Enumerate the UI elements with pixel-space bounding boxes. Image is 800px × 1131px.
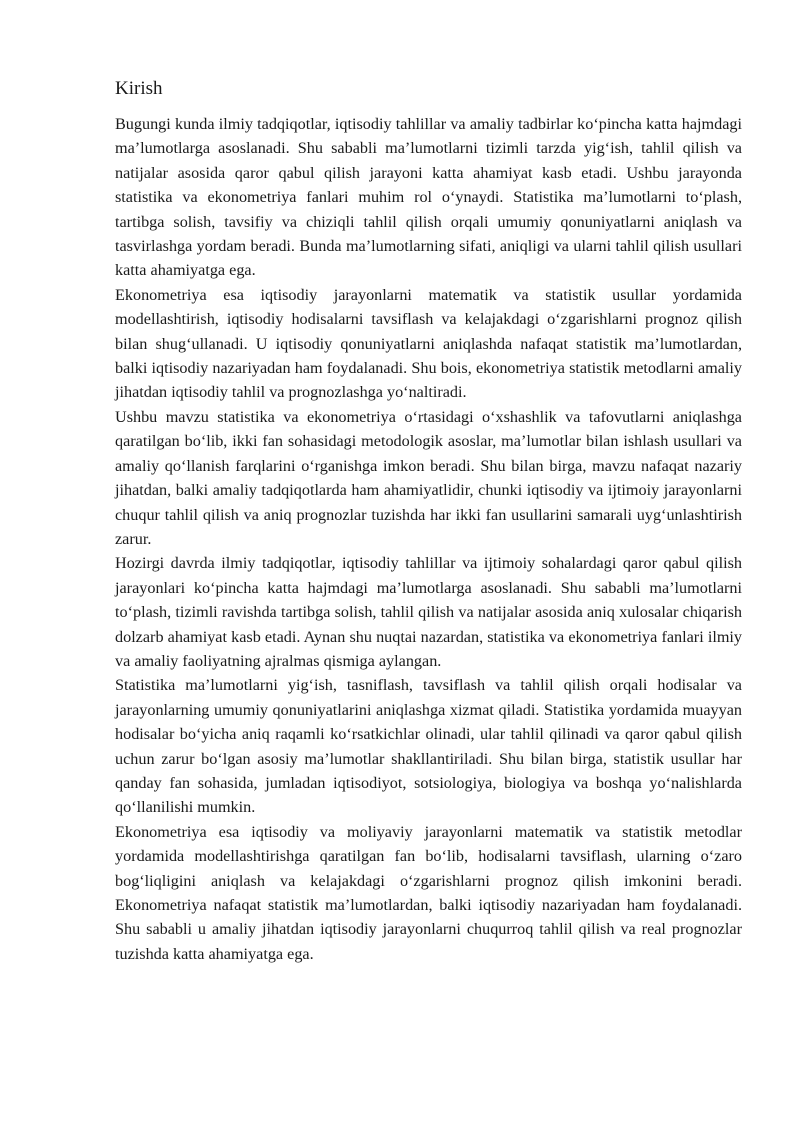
section-heading: Kirish (115, 78, 163, 99)
paragraph-6: Ekonometriya esa iqtisodiy va moliyaviy jarayonlarni matematik va statistik metodlar yordamida modellashtirishga qaratilgan fan bo‘lib, hodisalarni tavsiflash, ularning o‘zaro bog‘liqligini aniqlash va kelajakdagi o‘zgarishlarni prognoz qilish imkonini beradi. Ekonometriya nafaqat statistik ma’lumotlardan, balki iqtisodiy nazariyadan ham foydalanadi. Shu sababli u amaliy jihatdan iqtisodiy jarayonlarni chuqurroq tahlil qilish va real prognozlar tuzishda katta ahamiyatga ega. (115, 822, 742, 963)
paragraph-4: Hozirgi davrda ilmiy tadqiqotlar, iqtisodiy tahlillar va ijtimoiy sohalardagi qaror qabul qilish jarayonlari ko‘pincha katta hajmdagi ma’lumotlarga asoslanadi. Shu sababli ma’lumotlarni to‘plash, tizimli ravishda tartibga solish, tahlil qilish va natijalar asosida aniq xulosalar chiqarish dolzarb ahamiyat kasb etadi. Aynan shu nuqtai nazardan, statistika va ekonometriya fanlari ilmiy va amaliy faoliyatning ajralmas qismiga aylangan. (115, 554, 742, 670)
paragraph-1: Bugungi kunda ilmiy tadqiqotlar, iqtisodiy tahlillar va amaliy tadbirlar ko‘pincha katta hajmdagi ma’lumotlarga asoslanadi. Shu sababli ma’lumotlarni tizimli tarzda yig‘ish, tahlil qilish va natijalar asosida qaror qabul qilish jarayoni katta ahamiyat kasb etadi. Ushbu jarayonda statistika va ekonometriya fanlari muhim rol o‘ynaydi. Statistika ma’lumotlarni to‘plash, tartibga solish, tavsifiy va chiziqli tahlil qilish orqali umumiy qonuniyatlarni aniqlash va tasvirlashga yordam beradi. Bunda ma’lumotlarning sifati, aniqligi va ularni tahlil qilish usullari katta ahamiyatga ega. (115, 115, 742, 280)
document-body (115, 76, 742, 966)
paragraph-2: Ekonometriya esa iqtisodiy jarayonlarni matematik va statistik usullar yordamida modellashtirish, iqtisodiy hodisalarni tavsiflash va kelajakdagi o‘zgarishlarni prognoz qilish bilan shug‘ullanadi. U iqtisodiy qonuniyatlarni aniqlashda nafaqat statistik ma’lumotlardan, balki iqtisodiy nazariyadan ham foydalanadi. Shu bois, ekonometriya statistik metodlarni amaliy jihatdan iqtisodiy tahlil va prognozlashga yo‘naltiradi. (115, 285, 742, 402)
paragraph-3: Ushbu mavzu statistika va ekonometriya o‘rtasidagi o‘xshashlik va tafovutlarni aniqlashga qaratilgan bo‘lib, ikki fan sohasidagi metodologik asoslar, ma’lumotlar bilan ishlash usullari va amaliy qo‘llanish farqlarini o‘rganishga imkon beradi. Shu bilan birga, mavzu nafaqat nazariy jihatdan, balki amaliy tadqiqotlarda ham ahamiyatlidir, chunki iqtisodiy va ijtimoiy jarayonlarni chuqur tahlil qilish va aniq prognozlar tuzishda har ikki fan usullarini samarali uyg‘unlashtirish zarur. (115, 407, 742, 548)
paragraph-5: Statistika ma’lumotlarni yig‘ish, tasniflash, tavsiflash va tahlil qilish orqali hodisalar va jarayonlarning umumiy qonuniyatlarini aniqlashga xizmat qiladi. Statistika yordamida muayyan hodisalar bo‘yicha aniq raqamli ko‘rsatkichlar olinadi, ular tahlil qilinadi va qaror qabul qilish uchun zarur bo‘lgan asosiy ma’lumotlar shakllantiriladi. Shu bilan birga, statistik usullar har qanday fan sohasida, jumladan iqtisodiyot, sotsiologiya, biologiya va boshqa yo‘nalishlarda qo‘llanilishi mumkin. (115, 676, 742, 817)
